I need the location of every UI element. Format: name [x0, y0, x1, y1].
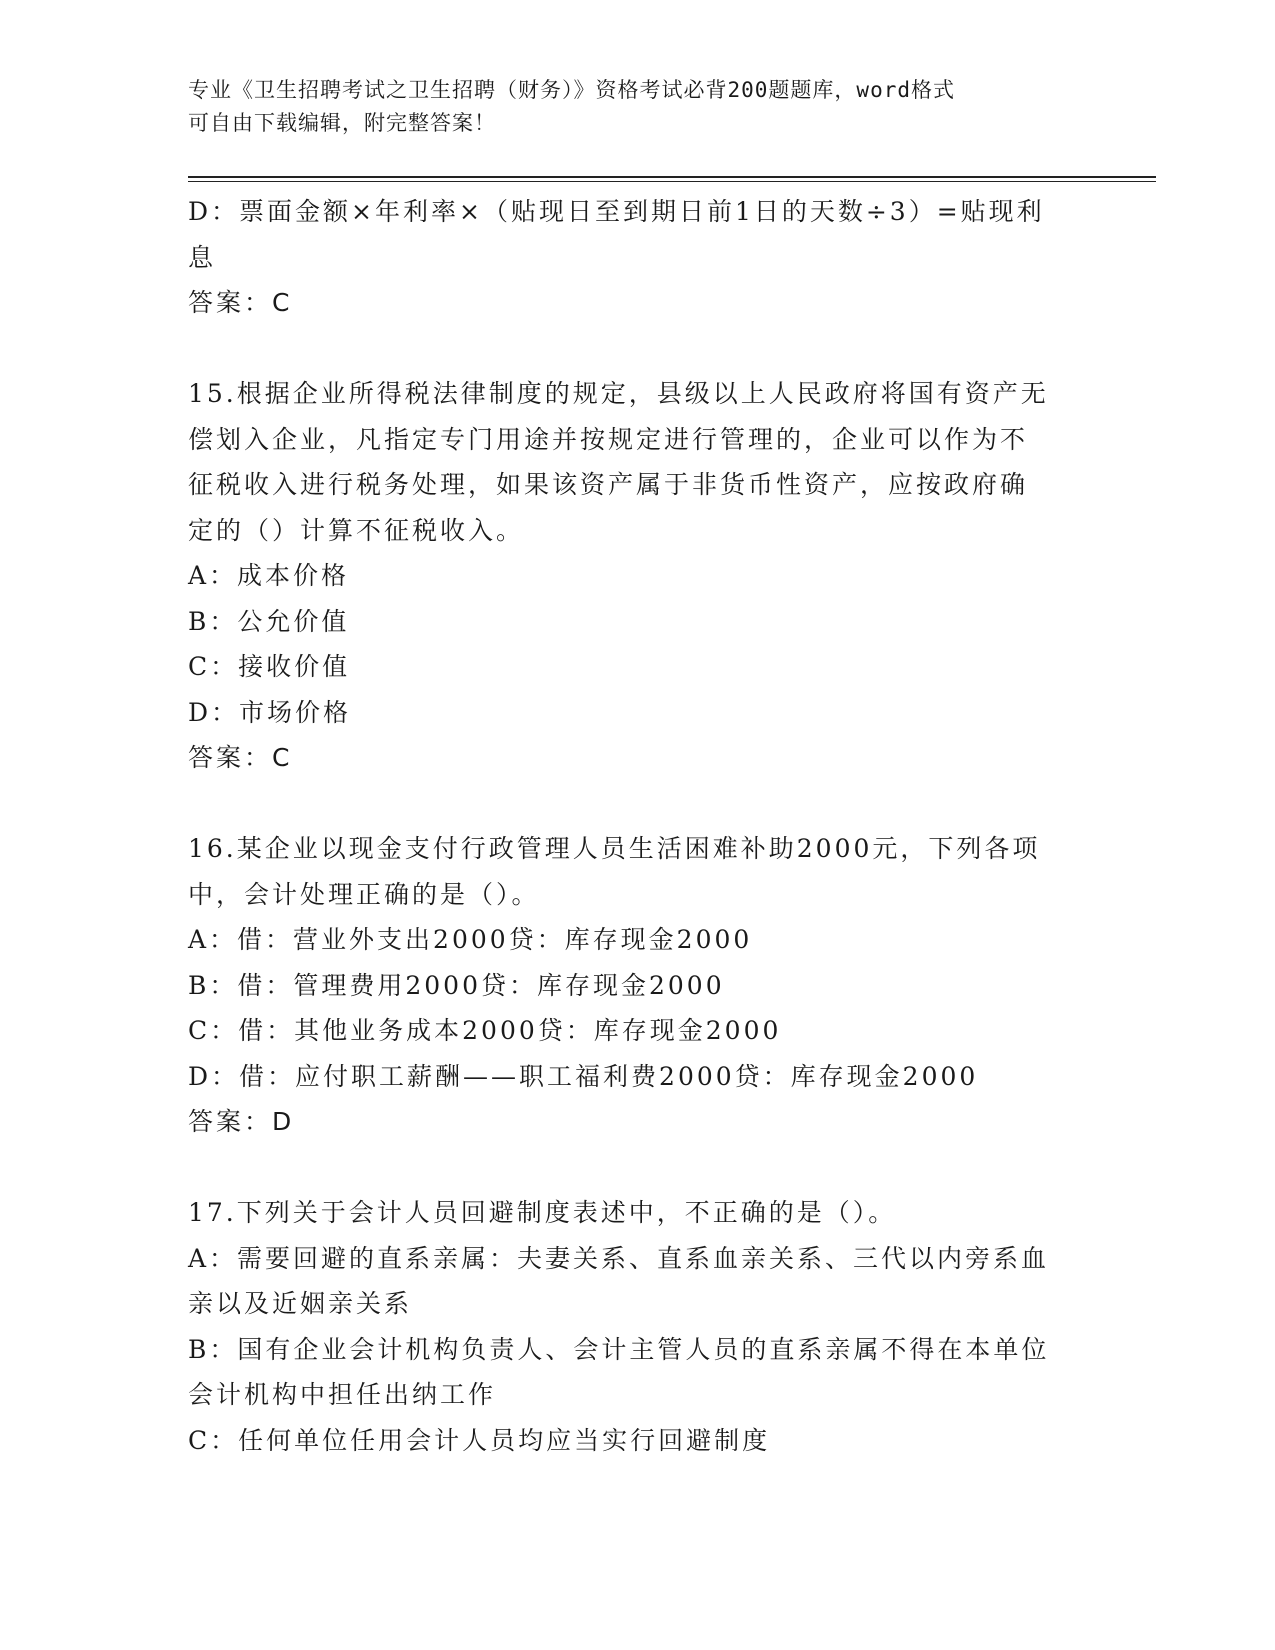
question-stem-line-1: 15.根据企业所得税法律制度的规定，县级以上人民政府将国有资产无 — [188, 379, 1049, 408]
option-b: B：借：管理费用2000贷：库存现金2000 — [188, 970, 725, 1000]
option-a: A：借：营业外支出2000贷：库存现金2000 — [188, 925, 753, 954]
question-14-tail — [188, 189, 1078, 326]
option-a-line-1: A：需要回避的直系亲属：夫妻关系、直系血亲关系、三代以内旁系血 — [188, 1243, 1050, 1273]
answer-line: 答案：C — [188, 288, 293, 317]
question-stem-line-2: 中，会计处理正确的是（）。 — [188, 879, 540, 909]
option-a-line-2: 亲以及近姻亲关系 — [188, 1289, 413, 1318]
option-b-line-1: B：国有企业会计机构负责人、会计主管人员的直系亲属不得在本单位 — [188, 1334, 1050, 1364]
option-c: C：接收价值 — [188, 652, 351, 681]
header-divider-thick — [188, 176, 1156, 178]
option-a: A：成本价格 — [188, 561, 350, 590]
option-c: C：任何单位任用会计人员均应当实行回避制度 — [188, 1425, 771, 1455]
option-d: D：借：应付职工薪酬——职工福利费2000贷：库存现金2000 — [188, 1061, 979, 1091]
spacer — [188, 326, 1078, 372]
spacer — [188, 781, 1078, 827]
question-stem-line-1: 16.某企业以现金支付行政管理人员生活困难补助2000元，下列各项 — [188, 834, 1041, 863]
question-stem-line-3: 征税收入进行税务处理，如果该资产属于非货币性资产，应按政府确 — [188, 470, 1029, 499]
question-stem-line-1: 17.下列关于会计人员回避制度表述中，不正确的是（）。 — [188, 1198, 897, 1227]
document-body — [188, 189, 1078, 1463]
question-16 — [188, 826, 1078, 1145]
answer-line: 答案：C — [188, 743, 293, 772]
option-d-line-2: 息 — [188, 242, 217, 272]
option-b-line-2: 会计机构中担任出纳工作 — [188, 1380, 497, 1409]
option-c: C：借：其他业务成本2000贷：库存现金2000 — [188, 1016, 782, 1045]
header-divider-thin — [188, 181, 1156, 182]
spacer — [188, 1145, 1078, 1191]
question-stem-line-2: 偿划入企业，凡指定专门用途并按规定进行管理的，企业可以作为不 — [188, 424, 1029, 454]
question-17 — [188, 1190, 1078, 1463]
header-title-line-1: 专业《卫生招聘考试之卫生招聘（财务）》资格考试必背200题题库，word格式 — [188, 78, 955, 102]
option-b: B：公允价值 — [188, 606, 350, 636]
option-d-line-1: D：票面金额×年利率×（贴现日至到期日前1日的天数÷3）=贴现利 — [188, 197, 1045, 226]
document-header — [188, 74, 1088, 140]
answer-line: 答案：D — [188, 1107, 295, 1136]
question-15 — [188, 371, 1078, 781]
option-d: D：市场价格 — [188, 697, 352, 727]
header-title-line-2: 可自由下载编辑，附完整答案！ — [188, 111, 496, 135]
question-stem-line-4: 定的（）计算不征税收入。 — [188, 515, 525, 545]
